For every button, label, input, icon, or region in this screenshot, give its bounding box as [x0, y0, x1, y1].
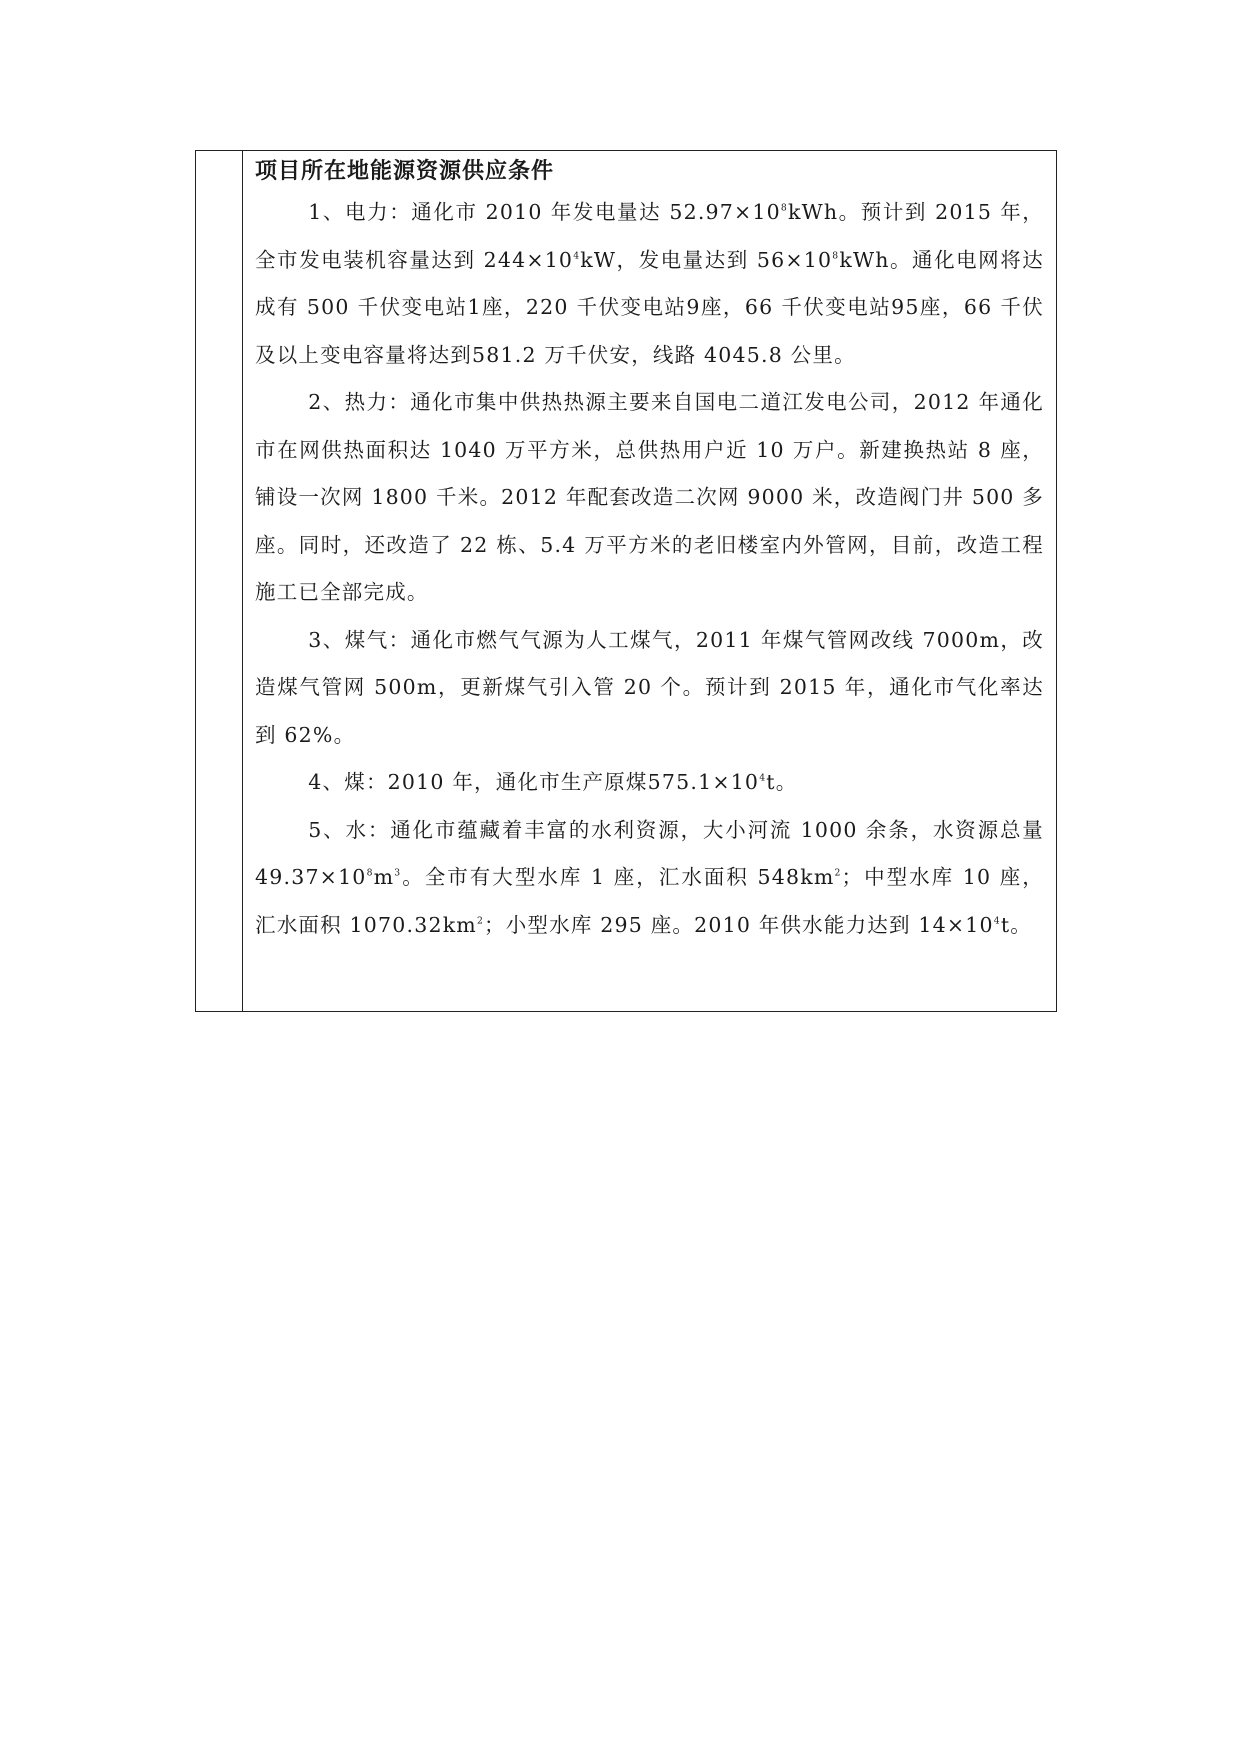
table-label-column: [196, 151, 243, 1011]
paragraph-coal: 4、煤：2010 年，通化市生产原煤$575.1\times 10^4t$。: [308, 770, 798, 794]
section-title: 项目所在地能源资源供应条件: [255, 159, 555, 184]
form-table: [195, 150, 1057, 1012]
paragraph-gas: 3、煤气：通化市燃气气源为人工煤气，2011 年煤气管网改线 7000m，改造煤气管网 500m，更新煤气引入管 20 个。预计到 2015 年，通化市气化率达到 62%。: [255, 627, 1044, 747]
paragraph-electricity: 1、电力：通化市 2010 年发电量达 $52.97\times 10^8kWh$。预计到 2015 年，全市发电装机容量达到 $244\times 10^4kW$，发电量达到 $56\times 10^8kWh$。通化电网将达成有 500 千伏变电站1座，220 千伏变电站9座，66 千伏变电站95座，66 千伏及以上变电容量将达到581.2 万千伏安，线路 4045.8 公里。: [255, 200, 1045, 367]
paragraph-water: 5、水：通化市蕴藏着丰富的水利资源，大小河流 1000 余条，水资源总量 $49.37\times 10^8m^3$。全市有大型水库 1 座，汇水面积 $548km^2$；中型水库 10 座，汇水面积 $1070.32km^2$；小型水库 295 座。2010 年供水能力达到 $14\times 10^4t$。: [255, 817, 1044, 937]
table-content-cell: [243, 151, 1056, 1011]
paragraph-heat: 2、热力：通化市集中供热热源主要来自国电二道江发电公司，2012 年通化市在网供热面积达 1040 万平方米，总供热用户近 10 万户。新建换热站 8 座，铺设一次网 1800 千米。2012 年配套改造二次网 9000 米，改造阀门井 500 多座。同时，还改造了 22 栋、5.4 万平方米的老旧楼室内外管网，目前，改造工程施工已全部完成。: [255, 390, 1044, 604]
